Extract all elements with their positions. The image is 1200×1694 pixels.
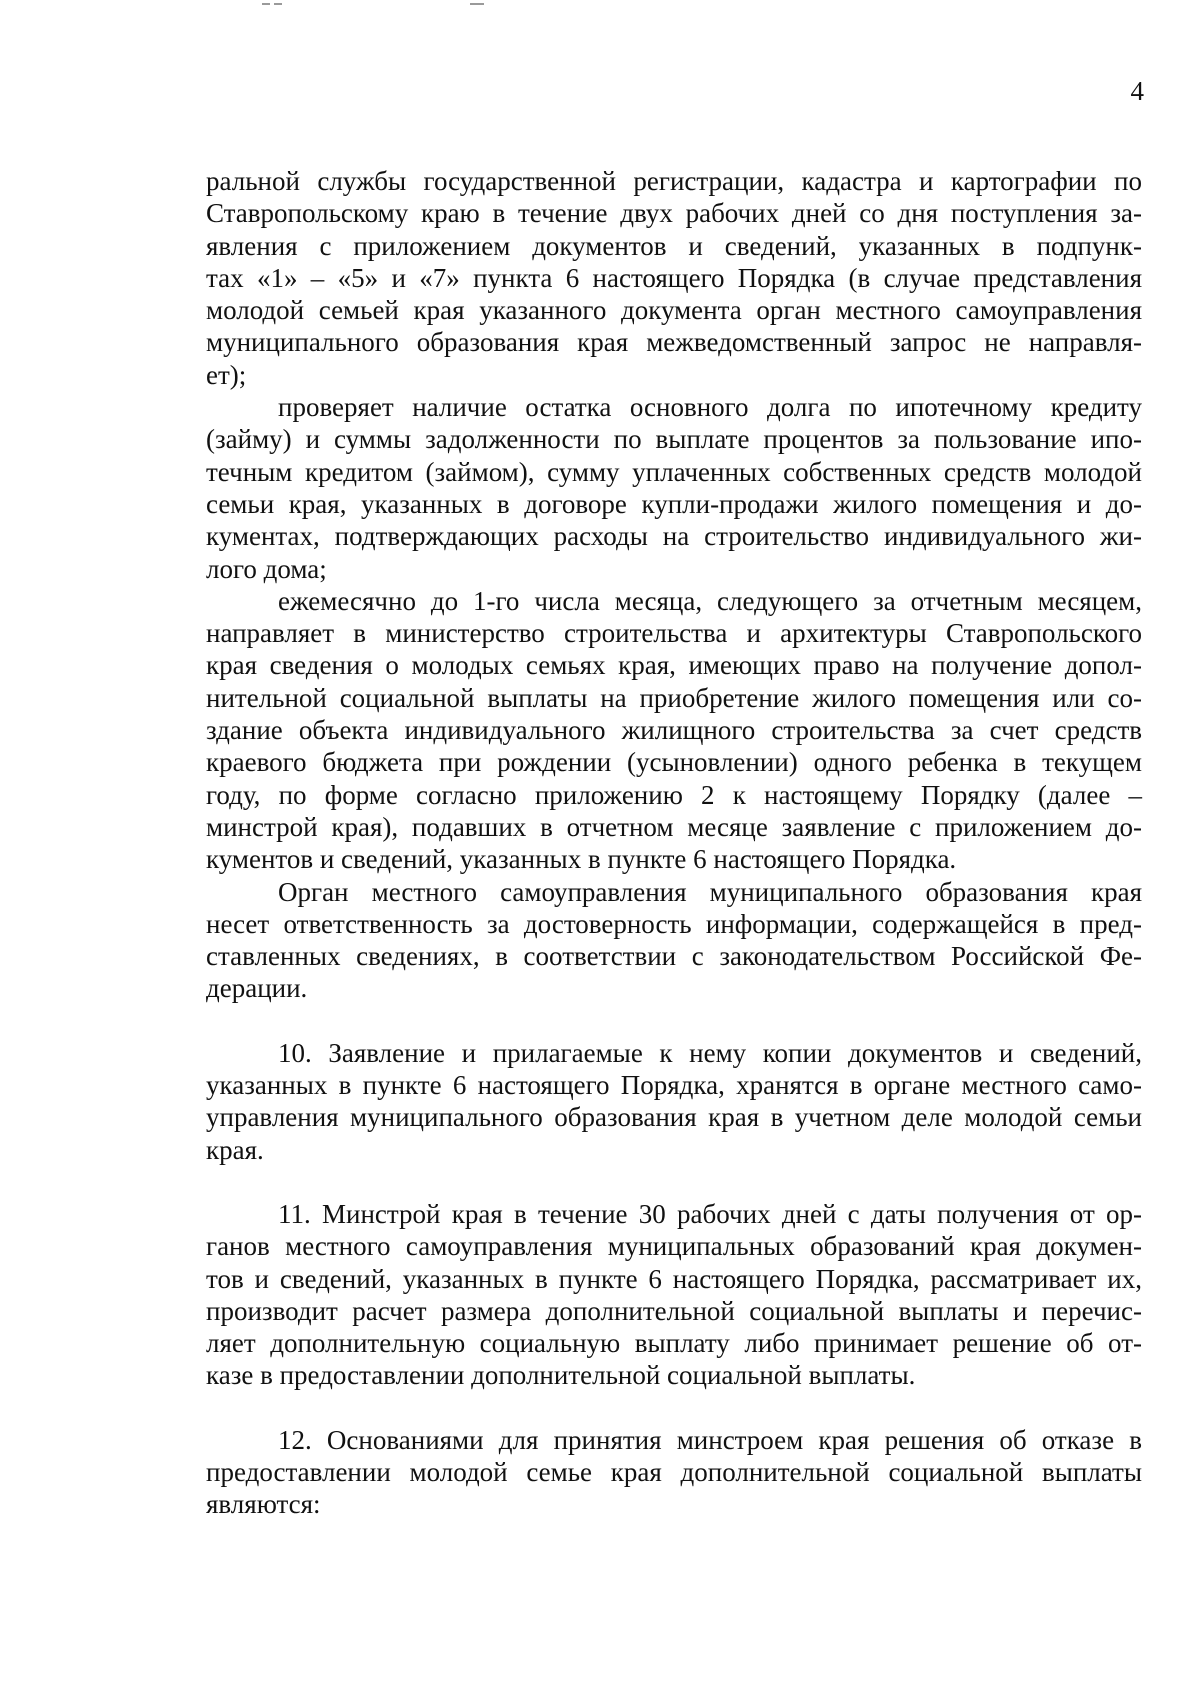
- paragraph-continuation: [206, 165, 1142, 391]
- text-line: ет);: [206, 359, 247, 390]
- text-line: ральной службы государственной регистрации, кадастра и картографии по: [206, 166, 1142, 196]
- text-line: края.: [206, 1134, 264, 1165]
- text-line: являются:: [206, 1489, 321, 1520]
- text-line: явления с приложением документов и сведений, указанных в подпунк-: [206, 230, 1142, 261]
- paragraph-check-debt: [206, 391, 1142, 585]
- scan-artifact: [274, 3, 282, 5]
- text-line: Орган местного самоуправления муниципального образования края: [278, 876, 1142, 907]
- text-line: производит расчет размера дополнительной социальной выплаты и перечис-: [206, 1295, 1142, 1326]
- text-line: предоставлении молодой семье края дополнительной социальной выплаты: [206, 1456, 1142, 1487]
- text-line: управления муниципального образования края в учетном деле молодой семьи: [206, 1102, 1142, 1133]
- text-line: казе в предоставлении дополнительной социальной выплаты.: [206, 1360, 916, 1391]
- text-line: ставленных сведениях, в соответствии с законодательством Российской Фе-: [206, 941, 1142, 972]
- text-line: краевого бюджета при рождении (усыновлении) одного ребенка в текущем: [206, 747, 1142, 778]
- paragraph-gap: [206, 1392, 1142, 1424]
- text-line: семьи края, указанных в договоре купли-продажи жилого помещения и до-: [206, 488, 1142, 519]
- text-line: нительной социальной выплаты на приобретение жилого помещения или со-: [206, 682, 1142, 713]
- text-line: указанных в пункте 6 настоящего Порядка, хранятся в органе местного само-: [206, 1070, 1142, 1101]
- page-number: 4: [1130, 76, 1144, 106]
- text-line: лого дома;: [206, 553, 327, 584]
- paragraph-responsibility: [206, 876, 1142, 1005]
- text-line: края сведения о молодых семьях края, имеющих право на получение допол-: [206, 650, 1142, 681]
- text-line: течным кредитом (займом), сумму уплаченных собственных средств молодой: [206, 456, 1142, 487]
- text-line: 10. Заявление и прилагаемые к нему копии документов и сведений,: [278, 1037, 1142, 1068]
- text-line: (займу) и суммы задолженности по выплате процентов за пользование ипо-: [206, 424, 1142, 455]
- text-line: муниципального образования края межведомственный запрос не направля-: [206, 327, 1142, 358]
- text-line: дерации.: [206, 973, 308, 1004]
- text-line: кументах, подтверждающих расходы на строительство индивидуального жи-: [206, 521, 1142, 552]
- text-line: минстрой края), подавших в отчетном месяце заявление с приложением до-: [206, 811, 1142, 842]
- text-line: Ставропольскому краю в течение двух рабочих дней со дня поступления за-: [206, 198, 1142, 229]
- text-line: тов и сведений, указанных в пункте 6 настоящего Порядка, рассматривает их,: [206, 1263, 1142, 1294]
- text-line: направляет в министерство строительства и архитектуры Ставропольского: [206, 618, 1142, 649]
- text-line: несет ответственность за достоверность информации, содержащейся в пред-: [206, 908, 1142, 939]
- paragraph-gap: [206, 1005, 1142, 1037]
- text-line: здание объекта индивидуального жилищного строительства за счет средств: [206, 715, 1142, 746]
- text-line: ганов местного самоуправления муниципальных образований края докумен-: [206, 1231, 1142, 1262]
- paragraph-item-10: [206, 1037, 1142, 1166]
- text-line: ежемесячно до 1-го числа месяца, следующего за отчетным месяцем,: [278, 585, 1142, 616]
- paragraph-gap: [206, 1166, 1142, 1198]
- document-body: [206, 165, 1142, 1521]
- scan-artifact: [470, 3, 484, 5]
- paragraph-item-12: [206, 1424, 1142, 1521]
- paragraph-monthly-report: [206, 585, 1142, 876]
- text-line: году, по форме согласно приложению 2 к настоящему Порядку (далее –: [206, 779, 1142, 810]
- text-line: 11. Минстрой края в течение 30 рабочих дней с даты получения от ор-: [278, 1198, 1142, 1229]
- text-line: проверяет наличие остатка основного долга по ипотечному кредиту: [278, 392, 1142, 423]
- text-line: ляет дополнительную социальную выплату либо принимает решение об от-: [206, 1328, 1142, 1359]
- text-line: молодой семьей края указанного документа орган местного самоуправления: [206, 295, 1142, 326]
- text-line: 12. Основаниями для принятия минстроем края решения об отказе в: [278, 1424, 1142, 1455]
- text-line: кументов и сведений, указанных в пункте 6 настоящего Порядка.: [206, 844, 957, 875]
- scan-artifact: [262, 3, 270, 5]
- paragraph-item-11: [206, 1198, 1142, 1392]
- text-line: тах «1» – «5» и «7» пункта 6 настоящего Порядка (в случае представления: [206, 262, 1142, 293]
